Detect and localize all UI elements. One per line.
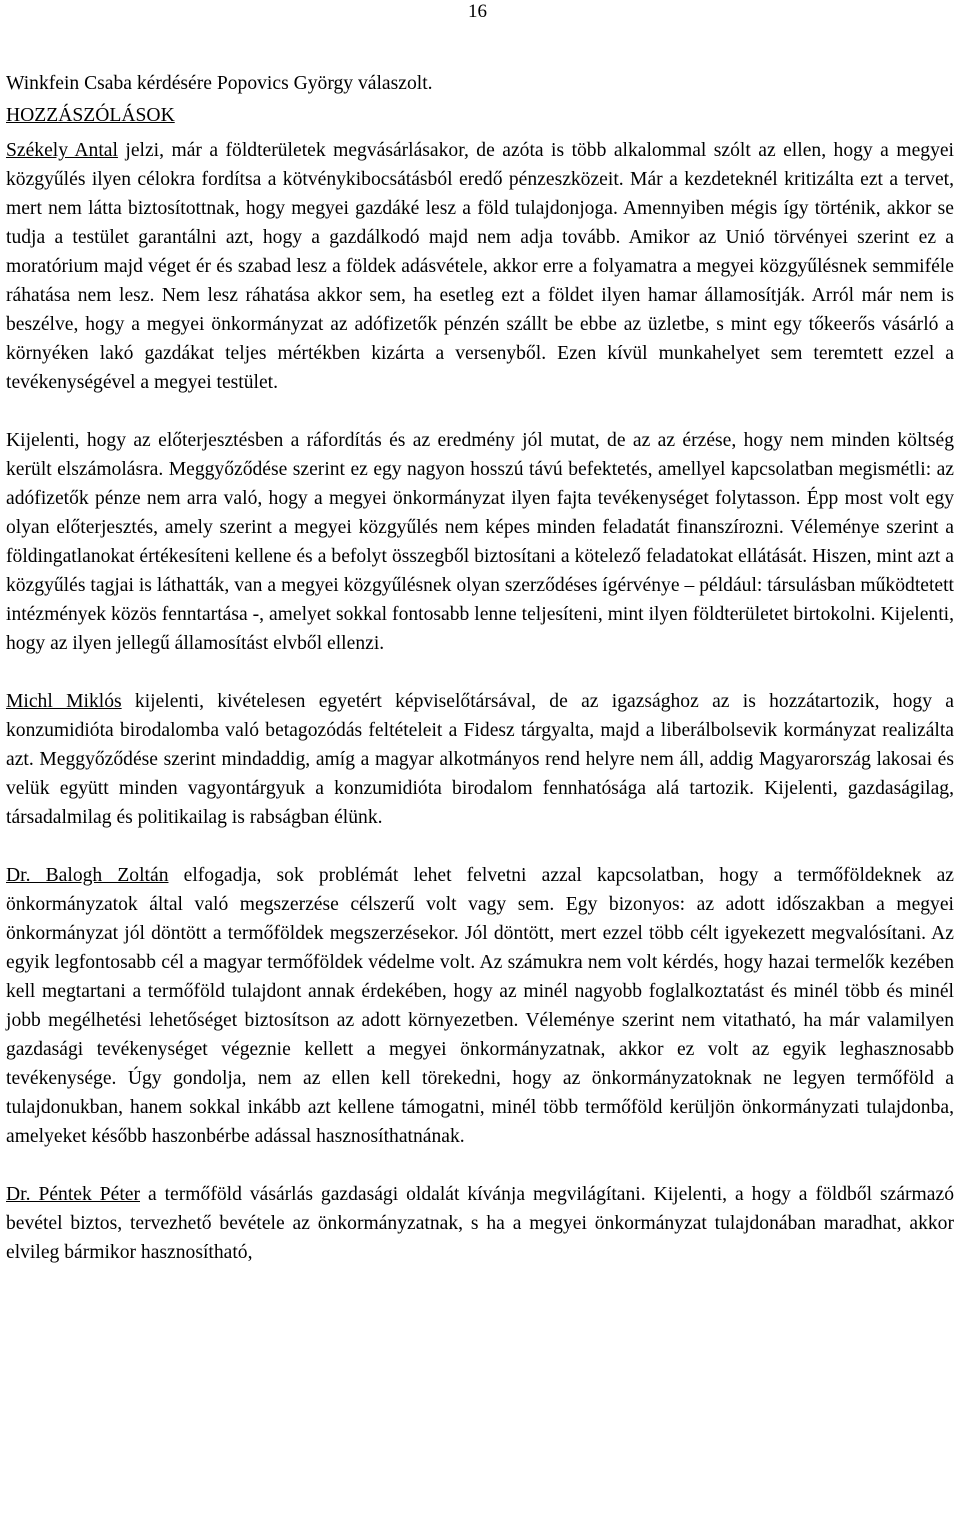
paragraph-balogh-zoltan bbox=[6, 861, 954, 1151]
intro-line: Winkfein Csaba kérdésére Popovics György válaszolt. bbox=[6, 73, 433, 94]
speaker-name: Székely Antal bbox=[6, 140, 118, 161]
paragraph-text: Kijelenti, hogy az előterjesztésben a ráfordítás és az eredmény jól mutat, de az az érzése, hogy nem minden költség került elszámolásra. Meggyőződése szerint ez egy nagyon hosszú távú befektetés, amellyel kapcsolatban megismétli: az adófizetők pénze nem arra való, hogy a megyei önkormányzat ilyen fajta tevékenységet folytasson. Épp most volt egy olyan előterjesztés, amely szerint a megyei közgyűlés nem képes minden feladatát finanszírozni. Véleménye szerint a földingatlanokat értékesíteni kellene és a befolyt összegből biztosítani a kötelező feladatokat ellátását. Hiszen, mint azt a közgyűlés tagjai is láthatták, van a megyei közgyűlésnek olyan szerződéses ígérvénye – például: társulásban működtetett intézmények közös fenntartása -, amelyet sokkal fontosabb lenne teljesíteni, mint ilyen földterületet birtokolni. Kijelenti, hogy az ilyen jellegű államosítást elvből ellenzi. bbox=[6, 430, 954, 654]
page-number: 16 bbox=[468, 1, 487, 22]
paragraph-szekely-antal-continued bbox=[6, 426, 954, 658]
speaker-name: Dr. Balogh Zoltán bbox=[6, 865, 169, 886]
section-heading: HOZZÁSZÓLÁSOK bbox=[6, 105, 175, 126]
paragraph-pentek-peter bbox=[6, 1180, 954, 1267]
paragraph-text: a termőföld vásárlás gazdasági oldalát kívánja megvilágítani. Kijelenti, a hogy a földből származó bevétel biztos, tervezhető bevétele az önkormányzatnak, s ha a megyei önkormányzat tulajdonában maradhat, akkor elvileg bármikor hasznosítható, bbox=[6, 1184, 954, 1263]
paragraph-text: jelzi, már a földterületek megvásárlásakor, de azóta is több alkalommal szólt az ellen, hogy a megyei közgyűlés ilyen célokra fordítsa a kötvénykibocsátásból eredő pénzeszközeit. Már a kezdeteknél kritizálta ezt a tervet, mert nem látta biztosítottnak, hogy megyei gazdáké lesz a föld tulajdonjoga. Amennyiben mégis így történik, akkor se tudja a testület garantálni azt, hogy a gazdálkodó majd nem adja tovább. Amikor az Unió törvényei szerint ez a moratórium majd véget ér és szabad lesz a földek adásvétele, akkor erre a folyamatra a megyei közgyűlésnek semmiféle ráhatása nem lesz. Nem lesz ráhatása akkor sem, ha esetleg ezt a földet ilyen hamar államosítják. Arról már nem is beszélve, hogy a megyei önkormányzat az adófizetők pénzén szállt be ebbe az üzletbe, s mint egy tőkeerős vásárló a környéken lakó gazdákat teljes mértékben kizárta a versenyből. Ezen kívül munkahelyet sem teremtett ezzel a tevékenységével a megyei testület. bbox=[6, 140, 955, 393]
paragraph-michl-miklos bbox=[6, 687, 954, 832]
speaker-name: Michl Miklós bbox=[6, 691, 122, 712]
paragraph-text: kijelenti, kivételesen egyetért képviselőtársával, de az igazsághoz az is hozzátartozik, hogy a konzumidióta birodalomba való betagozódás feltételeit a Fidesz tárgyalta, majd a liberálbolsevik kormányzat realizálta azt. Meggyőződése szerint mindaddig, amíg a magyar alkotmányos rend helyre nem áll, addig Magyarország lakosai és velük együtt minden vagyontárgyuk a konzumidióta birodalom fennhatósága alá tartozik. Kijelenti, gazdaságilag, társadalmilag és politikailag is rabságban élünk. bbox=[6, 691, 955, 828]
document-body bbox=[6, 69, 954, 1296]
paragraph-text: elfogadja, sok problémát lehet felvetni azzal kapcsolatban, hogy a termőföldeknek az önkormányzatok által való megszerzése célszerű volt vagy sem. Egy bizonyos: az adott időszakban a megyei önkormányzat jól döntött a termőföldek megszerzésekor. Jól döntött, mert ezzel több célt igyekezett megvalósítani. Az egyik legfontosabb cél a magyar termőföldek védelme volt. Az számukra nem volt kérdés, hogy hazai termelők kezében kell megtartani a termőföld tulajdont annak érdekében, hogy az minél nagyobb foglalkoztatást és minél több és minél jobb megélhetési lehetőséget biztosítson az adott környezetben. Véleménye szerint nem vitatható, ha már valamilyen gazdasági tevékenységet végeznie kellett a megyei önkormányzatnak, akkor ez volt az egyik leghasznosabb tevékenysége. Úgy gondolja, nem az ellen kell törekedni, hogy az önkormányzatoknak ne legyen termőföld a tulajdonukban, hanem sokkal inkább azt kellene támogatni, minél több termőföld kerüljön önkormányzati tulajdonba, amelyeket később haszonbérbe adással hasznosíthatnának. bbox=[6, 865, 954, 1147]
paragraph-szekely-antal bbox=[6, 136, 954, 397]
speaker-name: Dr. Péntek Péter bbox=[6, 1184, 140, 1205]
